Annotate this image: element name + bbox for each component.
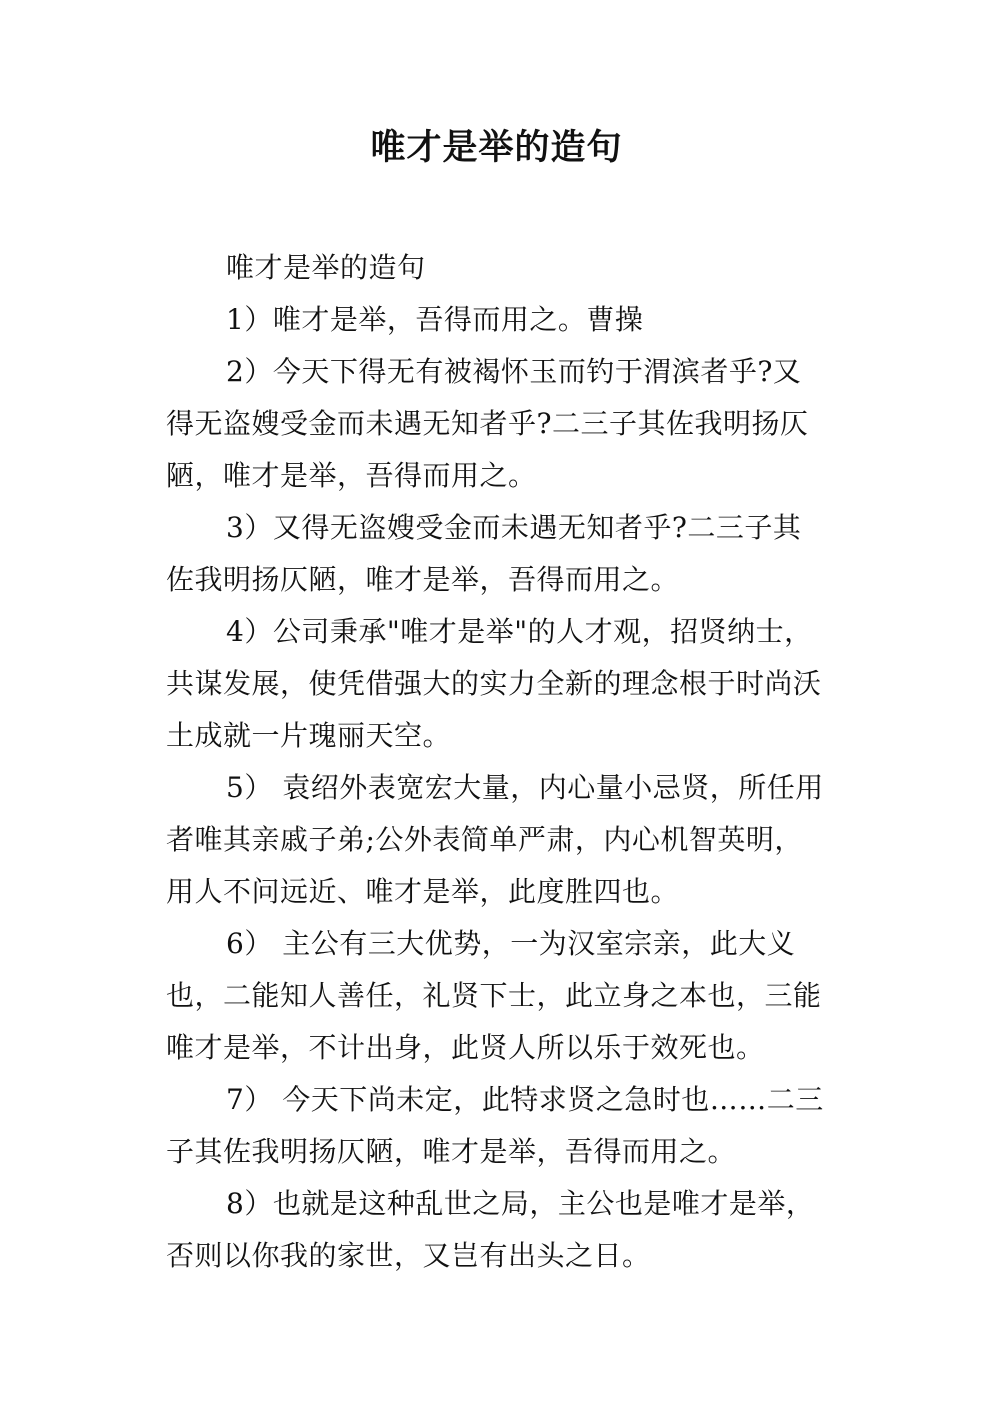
- document-body: [166, 242, 828, 1282]
- document-title: 唯才是举的造句: [370, 128, 623, 168]
- example-sentence-7: 7） 今天下尚未定，此特求贤之急时也……二三子其佐我明扬仄陋，唯才是举，吾得而用之。: [166, 1083, 824, 1168]
- example-sentence-2: 2）今天下得无有被褐怀玉而钓于渭滨者乎?又得无盗嫂受金而未遇无知者乎?二三子其佐我明扬仄陋，唯才是举，吾得而用之。: [166, 355, 809, 492]
- example-sentence-8: 8）也就是这种乱世之局，主公也是唯才是举，否则以你我的家世，又岂有出头之日。: [166, 1187, 815, 1272]
- example-sentence-1: 1）唯才是举，吾得而用之。曹操: [226, 303, 644, 336]
- example-sentence-6: 6） 主公有三大优势，一为汉室宗亲，此大义也，二能知人善任，礼贤下士，此立身之本也，三能唯才是举，不计出身，此贤人所以乐于效死也。: [166, 927, 822, 1064]
- example-sentence-5: 5） 袁绍外表宽宏大量，内心量小忌贤，所任用者唯其亲戚子弟;公外表简单严肃，内心机智英明，用人不问远近、唯才是举，此度胜四也。: [166, 771, 824, 908]
- example-sentence-3: 3）又得无盗嫂受金而未遇无知者乎?二三子其佐我明扬仄陋，唯才是举，吾得而用之。: [166, 511, 802, 596]
- example-sentence-4: 4）公司秉承"唯才是举"的人才观，招贤纳士，共谋发展，使凭借强大的实力全新的理念根于时尚沃土成就一片瑰丽天空。: [166, 615, 822, 752]
- intro-paragraph: 唯才是举的造句: [226, 251, 426, 284]
